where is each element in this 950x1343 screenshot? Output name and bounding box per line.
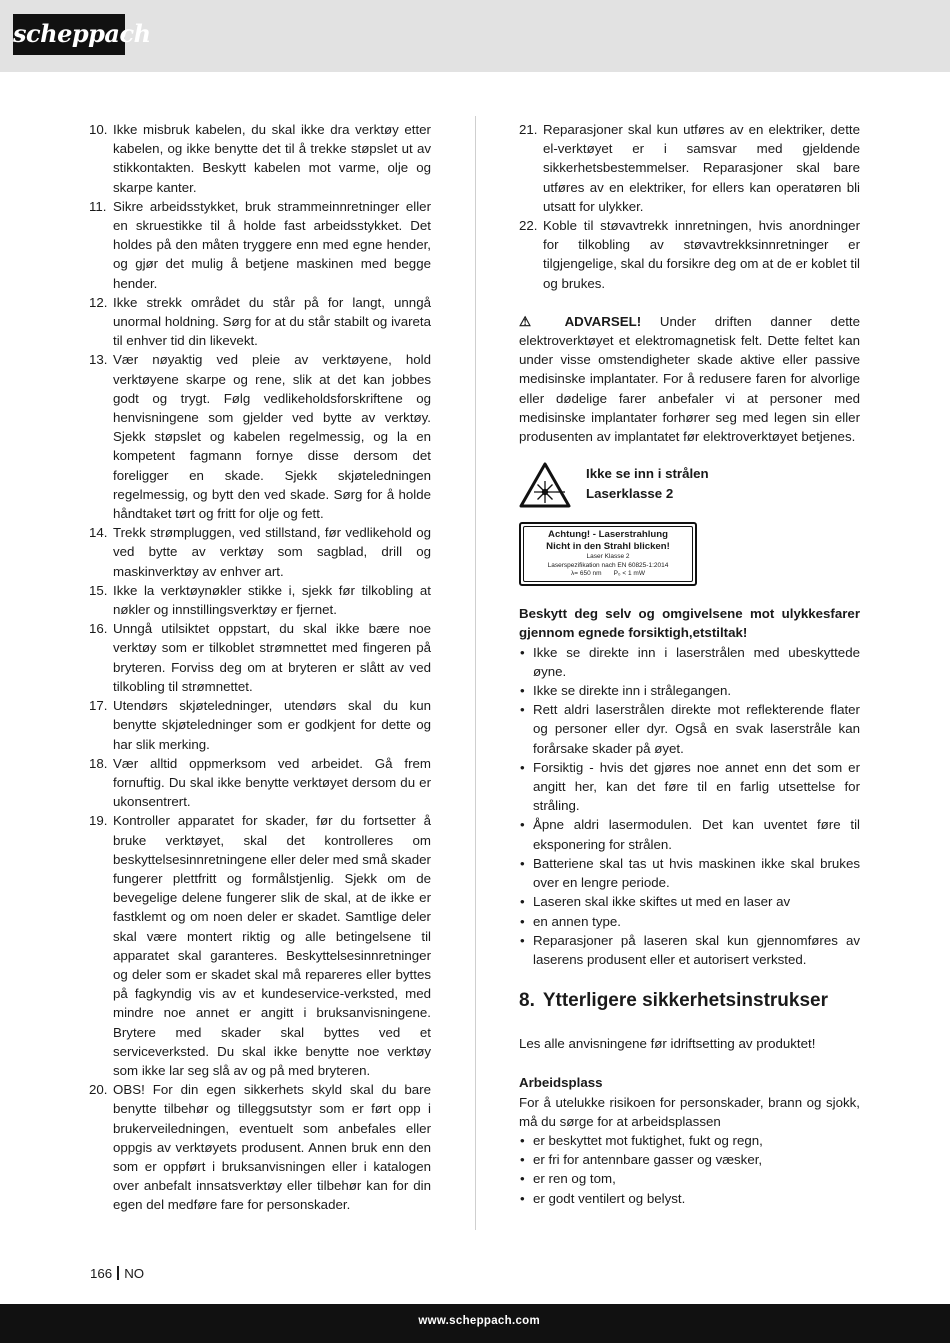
left-column	[89, 120, 431, 1215]
item-text: Vær nøyaktig ved pleie av verktøyene, hold verktøyene skarpe og rene, slik at det kan jobbes godt og trygt. Følg vedlikeholdsforskriftene og henvisningene som gjelder ved bytte av verktøy. Sjekk støpslet og kabelen regelmessig, og la en kompetent fagmann fornye disse dersom det foreligger en skade. Sjekk skjøteledningen regelmessig, og bytt den ved skade. Sørg for å holde håndtaket tørt og fritt for olje og fett.	[113, 352, 431, 522]
workplace-text: For å utelukke risikoen for personskader, brann og sjokk, må du sørge for at arbeidsplassen	[519, 1094, 860, 1129]
item-text: Kontroller apparatet for skader, før du fortsetter å bruke verktøyet, skal det kontrolleres om beskyttelsesinnretningene eller deler med små skader fungerer plettfritt og formålstjenlig. Sjekk om de bevegelige delene fungerer slik de skal, at de ikke er fastklemt og om noen deler er skadet. Samtlige deler skal være montert riktig og alle betingelsene til apparatet skal garanteres. Beskyttelsesinnretninger og deler som er skadet skal må repareres eller byttes på fagkyndig vis av et kundeservice-verksted, med mindre noe annet er angitt i bruksanvisningene. Brytere med skader skal byttes ved et serviceverksted. Du skal ikke benytte noe verktøy som ikke lar seg slå av og på med bryteren.	[113, 813, 431, 1078]
laser-label-line2: Nicht in den Strahl blicken!	[546, 541, 670, 553]
bullet-item: • Forsiktig - hvis det gjøres noe annet enn det som er angitt her, kan det føre til en farlig utsettelse for stråling.	[519, 758, 860, 816]
laser-symbol-row	[519, 464, 860, 512]
list-item	[519, 216, 860, 293]
item-text: Koble til støvavtrekk innretningen, hvis anordninger for tilkobling av støvavtrekksinnretninger er tilgjengelige, skal du forsikre deg om at de er koblet til og brukes.	[543, 218, 860, 291]
footer-bar	[0, 1304, 950, 1343]
item-text: Ikke la verktøynøkler stikke i, sjekk før tilkobling at nøkler og innstillingsverktøy er fjernet.	[113, 582, 431, 618]
warning-head: ADVARSEL!	[564, 313, 642, 329]
item-text: Utendørs skjøteledninger, utendørs skal du kun benytte skjøteledninger som er godkjent for dette og har slik merking.	[113, 698, 431, 752]
section-number: 8.	[519, 990, 535, 1012]
bullet-item: • Reparasjoner på laseren skal kun gjennomføres av laserens produsent eller et autorisert verksted.	[519, 931, 860, 969]
warning-text: Under driften danner dette elektroverktøyet et elektromagnetisk felt. Dette feltet kan under visse omstendigheter skade aktive eller passive medisinske implantater. For å redusere faren for alvorlige eller dødelige farer anbefaler vi at personer med medisinske implantater forhører seg med legen sin eller produsenten av implantatet før elektroverktøyet betjenes.	[519, 313, 860, 445]
bullet-item: • er godt ventilert og belyst.	[519, 1189, 860, 1208]
item-number: 21.	[519, 122, 538, 137]
list-item	[89, 350, 431, 523]
section-heading	[519, 989, 860, 1013]
section-title: Ytterligere sikkerhetsinstrukser	[542, 990, 828, 1012]
item-text: Unngå utilsiktet oppstart, du skal ikke bære noe verktøy som er tilkoblet strømnettet med fingeren på bryteren. Forviss deg om at bryteren er slått av ved tilkobling til strømnettet.	[113, 621, 431, 694]
bullet-item: • en annen type.	[519, 912, 860, 931]
item-number: 22.	[519, 218, 538, 234]
list-item	[89, 197, 431, 293]
list-item	[89, 120, 431, 197]
page-footer	[90, 1264, 144, 1283]
warning-icon: ⚠	[519, 313, 546, 329]
laser-label-inner	[523, 526, 693, 582]
item-number: 16.	[89, 621, 108, 637]
column-divider	[475, 116, 476, 1230]
emf-warning	[519, 312, 860, 446]
bullet-item: • Ikke se direkte inn i strålegangen.	[519, 681, 860, 700]
safety-list-left	[89, 120, 431, 1215]
page-number: 166	[90, 1266, 113, 1281]
item-number: 14.	[89, 525, 108, 541]
workplace-heading: Arbeidsplass	[519, 1075, 603, 1091]
item-text: Sikre arbeidsstykket, bruk strammeinnretninger eller en skruestikke til å holde fast arbeidsstykket. Det holdes på den måten tryggere enn med egne hender, og gjør det mulig å betjene maskinen med begge hender.	[113, 198, 431, 291]
item-number: 15.	[89, 582, 108, 598]
laser-label-line3: Laser Klasse 2	[586, 553, 630, 561]
bullet-item: • Ikke se direkte inn i laserstrålen med ubeskyttede øyne.	[519, 643, 860, 681]
right-column	[519, 120, 860, 1208]
bullet-item: • er beskyttet mot fuktighet, fukt og regn,	[519, 1131, 860, 1150]
bullet-item: • er fri for antennbare gasser og væsker,	[519, 1150, 860, 1169]
item-number: 19.	[89, 813, 108, 829]
item-number: 18.	[89, 755, 108, 771]
list-item	[89, 619, 431, 696]
bullet-item: • er ren og tom,	[519, 1169, 860, 1188]
item-number: 11.	[89, 198, 107, 214]
list-item	[89, 523, 431, 581]
bullet-item: • Åpne aldri lasermodulen. Det kan uventet føre til eksponering for strålen.	[519, 815, 860, 853]
item-text: Ikke strekk området du står på for langt, unngå unormal holdning. Sørg for at du står stabilt og ivareta til enhver tid din likevekt.	[113, 294, 431, 349]
laser-warning-label	[519, 522, 697, 586]
laser-hazard-icon	[519, 462, 571, 508]
item-text: Trekk strømpluggen, ved stillstand, før vedlikehold og ved bytte av verktøy som sagblad, drill og maskinverktøy av enhver art.	[113, 525, 431, 579]
list-item	[89, 696, 431, 754]
safety-list-right	[519, 120, 860, 293]
brand-logo: scheppach	[13, 14, 125, 55]
bullet-item: • Rett aldri laserstrålen direkte mot reflekterende flater og personer eller dyr. Også en svak laserstråle kan forårsake skader på øyet.	[519, 700, 860, 758]
item-text: OBS! For din egen sikkerhets skyld skal du bare benytte tilbehør og tilleggsutstyr som er ført opp i brukerveiledningen, eventuelt som anbefales eller oppgis av verktøyets produsent. Annen bruk enn den som er oppført i bruksanvisningen eller i katalogen over anbefalt innsatsverktøy eller tilbehør kan for din egen del medføre fare for personskader.	[113, 1082, 431, 1213]
footer-separator	[117, 1266, 119, 1280]
bullet-item: • Laseren skal ikke skiftes ut med en laser av	[519, 892, 860, 911]
item-number: 12.	[89, 294, 108, 310]
language-code: NO	[124, 1266, 145, 1281]
laser-title	[586, 464, 709, 503]
item-number: 13.	[89, 352, 108, 368]
item-text: Ikke misbruk kabelen, du skal ikke dra verktøy etter kabelen, og ikke benytte det til å trekke støpslet ut av stikkontakten. Beskytt kabelen mot varme, olje og skarpe kanter.	[113, 122, 431, 195]
list-item	[89, 581, 431, 619]
header-bar	[0, 0, 950, 72]
laser-label-line1: Achtung! - Laserstrahlung	[548, 529, 668, 541]
laser-safety-list	[519, 643, 860, 969]
item-number: 17.	[89, 698, 108, 714]
bullet-item: • Batteriene skal tas ut hvis maskinen ikke skal brukes over en lengre periode.	[519, 854, 860, 892]
item-number: 20.	[89, 1082, 108, 1098]
list-item	[89, 1080, 431, 1214]
workplace-list	[519, 1131, 860, 1208]
laser-title-line2: Laserklasse 2	[586, 485, 674, 501]
wavelength: λ= 650 nm	[571, 570, 602, 578]
item-text: Reparasjoner skal kun utføres av en elektriker, dette el-verktøyet er i samsvar med gjeldende sikkerhetsbestemmelser. Reparasjoner skal bare utføres av en elektriker, for ellers kan operatøren bli utsatt for ulykker.	[543, 122, 860, 214]
section-intro: Les alle anvisningene før idriftsetting av produktet!	[519, 1036, 816, 1052]
website-link[interactable]: www.scheppach.com	[418, 1315, 540, 1327]
list-item	[89, 293, 431, 351]
laser-label-line4: Laserspezifikation nach EN 60825-1:2014	[547, 561, 669, 569]
list-item	[89, 811, 431, 1080]
laser-label-line5	[524, 570, 692, 579]
protect-heading: Beskytt deg selv og omgivelsene mot ulykkesfarer gjennom egnede forsiktigh,etstiltak!	[519, 606, 860, 641]
item-number: 10.	[89, 122, 108, 137]
power: P₀ < 1 mW	[613, 570, 645, 578]
item-text: Vær alltid oppmerksom ved arbeidet. Gå frem fornuftig. Du skal ikke benytte verktøyet dersom du er ukonsentrert.	[113, 755, 431, 810]
list-item	[89, 754, 431, 812]
laser-title-line1: Ikke se inn i strålen	[586, 466, 709, 482]
list-item	[519, 120, 860, 216]
